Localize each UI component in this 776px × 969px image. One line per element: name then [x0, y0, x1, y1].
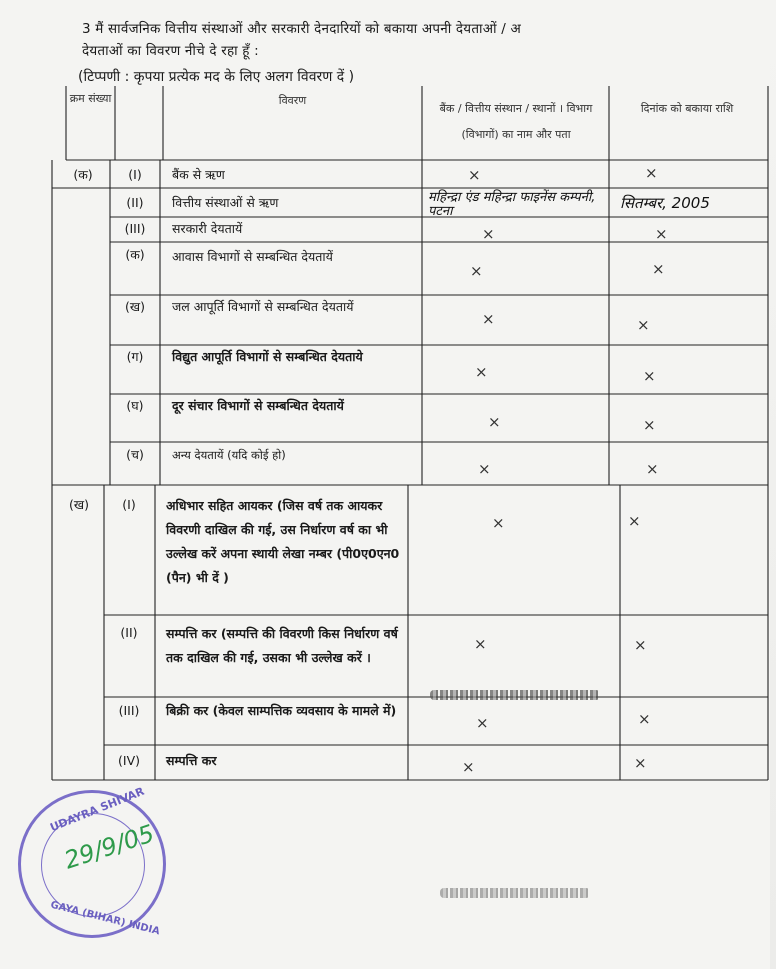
cross-mark: × [462, 758, 475, 776]
section-heading [82, 18, 762, 62]
cross-mark: × [468, 166, 481, 184]
cross-mark: × [492, 514, 505, 532]
row-text: बैंक से ऋण [172, 167, 225, 182]
row-serial-sub: (ग) [126, 349, 144, 364]
cross-mark: × [652, 260, 665, 278]
cross-mark: × [482, 310, 495, 328]
heading-line-2: देयताओं का विवरण नीचे दे रहा हूँ : [82, 43, 259, 59]
note-text: (टिप्पणी : कृपया प्रत्येक मद के लिए अलग विवरण दें ) [78, 69, 355, 85]
row-serial-sub: (क) [125, 247, 145, 262]
cross-mark: × [478, 460, 491, 478]
row-serial-sub: (च) [126, 447, 144, 462]
row-serial-sub: (I) [128, 167, 142, 182]
cross-mark: × [643, 416, 656, 434]
scan-edge [770, 0, 776, 969]
stamp-text-top: UDAYRA SHIVAR [48, 784, 147, 835]
cross-mark: × [475, 363, 488, 381]
cross-mark: × [634, 754, 647, 772]
cross-mark: × [643, 367, 656, 385]
row-text: बिक्री कर (केवल साम्पत्तिक व्यवसाय के मामले में) [166, 703, 397, 718]
row-text: सरकारी देयतायें [172, 221, 243, 236]
heading-line-1: 3 मैं सार्वजनिक वित्तीय संस्थाओं और सरकारी देनदारियों को बकाया अपनी देयताओं / अ [82, 21, 521, 37]
row-serial-sub: (III) [124, 221, 146, 236]
row-text: सम्पत्ति कर (सम्पत्ति की विवरणी किस निर्धारण वर्ष तक दाखिल की गई, उसका भी उल्लेख करें । [166, 626, 398, 665]
row-text: अधिभार सहित आयकर (जिस वर्ष तक आयकर विवरणी दाखिल की गई, उस निर्धारण वर्ष का भी उल्लेख करें अपना स्थायी लेखा नम्बर (पी0ए0एन0 (पैन) भी दें ) [166, 498, 400, 585]
row-text: दूर संचार विभागों से सम्बन्धित देयतायें [172, 398, 344, 413]
cross-mark: × [482, 225, 495, 243]
cross-mark: × [655, 225, 668, 243]
scan-smudge [430, 690, 600, 700]
handwritten-due-date: सितम्बर, 2005 [620, 194, 710, 212]
header-serial: क्रम संख्या [69, 92, 112, 105]
row-serial-sub: (घ) [126, 398, 144, 413]
handwritten-lender: महिन्द्रा एंड महिन्द्रा फाइनेंस कम्पनी, पटना [428, 190, 596, 219]
row-serial-sub: (IV) [118, 753, 140, 768]
row-serial-main: (क) [73, 167, 93, 182]
row-text: जल आपूर्ति विभागों से सम्बन्धित देयतायें [172, 299, 354, 314]
header-due: दिनांक को बकाया राशि [640, 102, 734, 115]
scan-smudge [440, 888, 590, 898]
cross-mark: × [470, 262, 483, 280]
cross-mark: × [488, 413, 501, 431]
row-serial-sub: (II) [126, 195, 144, 210]
cross-mark: × [634, 636, 647, 654]
header-details: विवरण [278, 94, 307, 107]
row-text: आवास विभागों से सम्बन्धित देयतायें [172, 249, 333, 264]
cross-mark: × [645, 164, 658, 182]
row-serial-sub: (ख) [125, 299, 145, 314]
cross-mark: × [638, 710, 651, 728]
row-text: सम्पत्ति कर [166, 753, 217, 768]
cross-mark: × [646, 460, 659, 478]
stamp-text-bottom: GAYA (BIHAR) INDIA [49, 899, 161, 938]
row-serial-sub: (II) [120, 625, 138, 640]
official-stamp [18, 784, 166, 938]
row-serial-sub: (I) [122, 497, 136, 512]
cross-mark: × [476, 714, 489, 732]
row-serial-sub: (III) [118, 703, 140, 718]
row-text: अन्य देयतायें (यदि कोई हो) [172, 448, 286, 462]
stamp-signature-date: 29/9/05 [60, 819, 158, 875]
header-bank: बैंक / वित्तीय संस्थान / स्थानों । विभाग (विभागों) का नाम और पता [439, 102, 593, 141]
row-text: विद्युत आपूर्ति विभागों से सम्बन्धित देयताये [172, 349, 363, 364]
row-text: वित्तीय संस्थाओं से ऋण [172, 195, 279, 210]
cross-mark: × [474, 635, 487, 653]
cross-mark: × [637, 316, 650, 334]
row-serial-main: (ख) [69, 497, 89, 512]
cross-mark: × [628, 512, 641, 530]
